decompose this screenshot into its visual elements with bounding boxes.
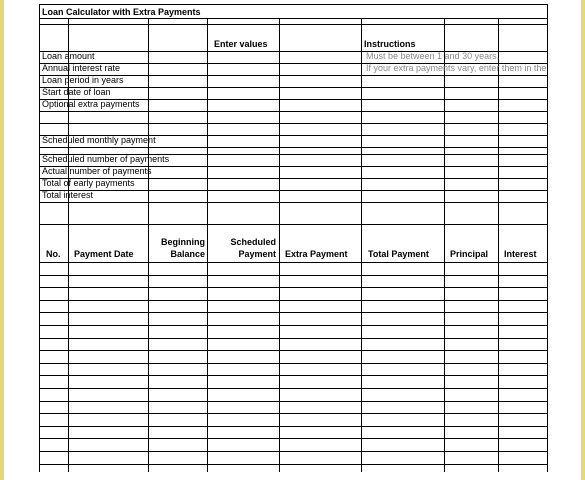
table-cell[interactable]	[40, 301, 68, 312]
table-cell[interactable]	[499, 288, 547, 300]
grid-vline	[279, 18, 280, 224]
table-cell[interactable]	[40, 389, 68, 401]
instruction-note-2: If your extra payments vary, enter them in the	[366, 63, 546, 73]
table-cell[interactable]	[499, 439, 547, 451]
table-cell[interactable]	[362, 402, 444, 413]
table-cell[interactable]	[149, 439, 207, 451]
table-cell[interactable]	[149, 402, 207, 413]
table-cell[interactable]	[362, 326, 444, 338]
table-cell[interactable]	[208, 351, 279, 363]
table-cell[interactable]	[69, 414, 148, 426]
table-cell[interactable]	[69, 263, 148, 275]
table-cell[interactable]	[362, 439, 444, 451]
table-cell[interactable]	[40, 313, 68, 325]
table-cell[interactable]	[69, 427, 148, 438]
col-header-extra-payment: Extra Payment	[285, 249, 348, 259]
grid-hline	[39, 18, 548, 19]
table-cell[interactable]	[208, 402, 279, 413]
instructions-header: Instructions	[364, 39, 416, 49]
input-cell-loan-period[interactable]	[209, 76, 360, 87]
table-cell[interactable]	[362, 414, 444, 426]
table-cell[interactable]	[149, 276, 207, 287]
table-cell[interactable]	[40, 263, 68, 275]
grid-hline	[39, 224, 548, 225]
table-cell[interactable]	[362, 364, 444, 375]
table-cell[interactable]	[499, 263, 547, 275]
table-cell[interactable]	[208, 389, 279, 401]
table-cell[interactable]	[149, 326, 207, 338]
table-cell[interactable]	[69, 389, 148, 401]
table-cell[interactable]	[362, 288, 444, 300]
table-cell[interactable]	[69, 351, 148, 363]
table-cell[interactable]	[499, 376, 547, 388]
table-cell[interactable]	[69, 313, 148, 325]
table-cell[interactable]	[362, 452, 444, 464]
table-cell[interactable]	[499, 301, 547, 312]
grid-hline	[39, 4, 548, 5]
table-cell[interactable]	[362, 339, 444, 350]
table-cell[interactable]	[208, 313, 279, 325]
table-cell[interactable]	[445, 376, 498, 388]
table-cell[interactable]	[149, 263, 207, 275]
table-cell[interactable]	[69, 376, 148, 388]
table-cell[interactable]	[208, 427, 279, 438]
table-cell[interactable]	[208, 276, 279, 287]
col-header-beginning-balance-line1: Beginning	[161, 237, 205, 247]
table-cell[interactable]	[445, 301, 498, 312]
table-cell[interactable]	[362, 389, 444, 401]
table-cell[interactable]	[445, 326, 498, 338]
grid-hline	[39, 111, 548, 112]
table-cell[interactable]	[69, 276, 148, 287]
table-cell[interactable]	[40, 452, 68, 464]
table-cell[interactable]	[40, 364, 68, 375]
grid-vline	[207, 18, 208, 224]
table-cell[interactable]	[362, 351, 444, 363]
table-cell[interactable]	[208, 288, 279, 300]
table-cell[interactable]	[149, 389, 207, 401]
table-cell[interactable]	[499, 402, 547, 413]
table-cell[interactable]	[445, 389, 498, 401]
grid-vline	[498, 18, 499, 224]
table-cell[interactable]	[445, 402, 498, 413]
table-cell[interactable]	[149, 339, 207, 350]
table-cell[interactable]	[499, 351, 547, 363]
table-cell[interactable]	[280, 351, 361, 363]
table-cell[interactable]	[40, 414, 68, 426]
table-cell[interactable]	[280, 263, 361, 275]
table-cell[interactable]	[362, 301, 444, 312]
table-cell[interactable]	[280, 326, 361, 338]
summary-label-actual-number: Actual number of payments	[42, 166, 152, 176]
table-cell[interactable]	[362, 313, 444, 325]
table-cell[interactable]	[280, 376, 361, 388]
table-cell[interactable]	[69, 364, 148, 375]
table-cell[interactable]	[445, 414, 498, 426]
table-cell[interactable]	[362, 427, 444, 438]
table-cell[interactable]	[69, 326, 148, 338]
grid-vline	[148, 18, 149, 224]
table-cell[interactable]	[149, 427, 207, 438]
grid-hline	[39, 202, 548, 203]
table-cell[interactable]	[280, 427, 361, 438]
summary-label-early-payments: Total of early payments	[42, 178, 135, 188]
table-cell[interactable]	[69, 439, 148, 451]
input-cell-interest-rate[interactable]	[209, 64, 360, 75]
table-cell[interactable]	[208, 376, 279, 388]
col-header-principal: Principal	[450, 249, 489, 259]
table-cell[interactable]	[445, 313, 498, 325]
table-cell[interactable]	[208, 301, 279, 312]
summary-label-monthly-payment: Scheduled monthly payment	[42, 135, 156, 145]
table-cell[interactable]	[208, 414, 279, 426]
table-cell[interactable]	[280, 288, 361, 300]
table-cell[interactable]	[149, 452, 207, 464]
table-cell[interactable]	[445, 452, 498, 464]
input-cell-extra-payments[interactable]	[209, 100, 360, 111]
input-cell-loan-amount[interactable]	[209, 52, 360, 63]
table-cell[interactable]	[499, 452, 547, 464]
table-cell[interactable]	[69, 288, 148, 300]
grid-hline	[39, 24, 548, 25]
summary-label-scheduled-number: Scheduled number of payments	[42, 154, 170, 164]
table-cell[interactable]	[362, 276, 444, 287]
table-cell[interactable]	[280, 276, 361, 287]
col-header-total-payment: Total Payment	[368, 249, 429, 259]
table-cell[interactable]	[362, 263, 444, 275]
summary-label-total-interest: Total interest	[42, 190, 94, 200]
table-cell[interactable]	[40, 376, 68, 388]
table-cell[interactable]	[280, 414, 361, 426]
table-cell[interactable]	[40, 351, 68, 363]
table-cell[interactable]	[280, 339, 361, 350]
table-cell[interactable]	[499, 414, 547, 426]
table-cell[interactable]	[40, 339, 68, 350]
col-header-scheduled-payment-line2: Payment	[238, 249, 276, 259]
table-cell[interactable]	[280, 452, 361, 464]
input-label-start-date: Start date of loan	[42, 87, 111, 97]
table-cell[interactable]	[208, 326, 279, 338]
table-cell[interactable]	[40, 402, 68, 413]
sheet-title: Loan Calculator with Extra Payments	[42, 7, 201, 17]
input-label-loan-amount: Loan amount	[42, 51, 95, 61]
col-header-no: No.	[46, 249, 61, 259]
table-cell[interactable]	[149, 313, 207, 325]
table-cell[interactable]	[499, 427, 547, 438]
table-cell[interactable]	[445, 364, 498, 375]
table-cell[interactable]	[280, 439, 361, 451]
input-label-extra-payments: Optional extra payments	[42, 99, 140, 109]
col-header-beginning-balance-line2: Balance	[170, 249, 205, 259]
table-cell[interactable]	[40, 288, 68, 300]
instruction-note-1: Must be between 1 and 30 years.	[366, 51, 500, 61]
table-cell[interactable]	[40, 276, 68, 287]
table-cell[interactable]	[445, 427, 498, 438]
input-label-loan-period: Loan period in years	[42, 75, 124, 85]
table-cell[interactable]	[499, 389, 547, 401]
col-header-scheduled-payment-line1: Scheduled	[230, 237, 276, 247]
table-cell[interactable]	[208, 339, 279, 350]
table-cell[interactable]	[280, 313, 361, 325]
grid-hline	[39, 123, 548, 124]
table-cell[interactable]	[445, 351, 498, 363]
input-label-interest-rate: Annual interest rate	[42, 63, 121, 73]
col-header-interest: Interest	[504, 249, 537, 259]
input-cell-start-date[interactable]	[209, 88, 360, 99]
table-cell[interactable]	[208, 452, 279, 464]
grid-hline	[39, 147, 548, 148]
col-header-payment-date: Payment Date	[74, 249, 134, 259]
table-cell[interactable]	[499, 364, 547, 375]
table-cell[interactable]	[445, 288, 498, 300]
table-cell[interactable]	[499, 326, 547, 338]
table-cell[interactable]	[445, 276, 498, 287]
grid-vline	[444, 18, 445, 224]
table-cell[interactable]	[445, 339, 498, 350]
table-cell[interactable]	[280, 364, 361, 375]
table-cell[interactable]	[149, 376, 207, 388]
table-cell[interactable]	[149, 414, 207, 426]
table-cell[interactable]	[40, 326, 68, 338]
table-cell[interactable]	[208, 439, 279, 451]
table-cell[interactable]	[149, 364, 207, 375]
table-cell[interactable]	[208, 364, 279, 375]
table-cell[interactable]	[69, 452, 148, 464]
table-cell[interactable]	[69, 339, 148, 350]
grid-vline	[361, 18, 362, 224]
table-cell[interactable]	[149, 301, 207, 312]
table-cell[interactable]	[69, 402, 148, 413]
grid-hline	[39, 190, 548, 191]
table-cell[interactable]	[40, 427, 68, 438]
table-cell[interactable]	[149, 351, 207, 363]
grid-hline	[39, 464, 548, 465]
table-cell[interactable]	[280, 301, 361, 312]
table-cell[interactable]	[208, 263, 279, 275]
table-cell[interactable]	[445, 439, 498, 451]
table-cell[interactable]	[280, 402, 361, 413]
table-cell[interactable]	[499, 313, 547, 325]
table-cell[interactable]	[499, 276, 547, 287]
table-cell[interactable]	[362, 376, 444, 388]
enter-values-header: Enter values	[214, 39, 268, 49]
table-cell[interactable]	[69, 301, 148, 312]
table-cell[interactable]	[40, 439, 68, 451]
table-cell[interactable]	[445, 263, 498, 275]
table-cell[interactable]	[280, 389, 361, 401]
table-cell[interactable]	[499, 339, 547, 350]
table-cell[interactable]	[149, 288, 207, 300]
